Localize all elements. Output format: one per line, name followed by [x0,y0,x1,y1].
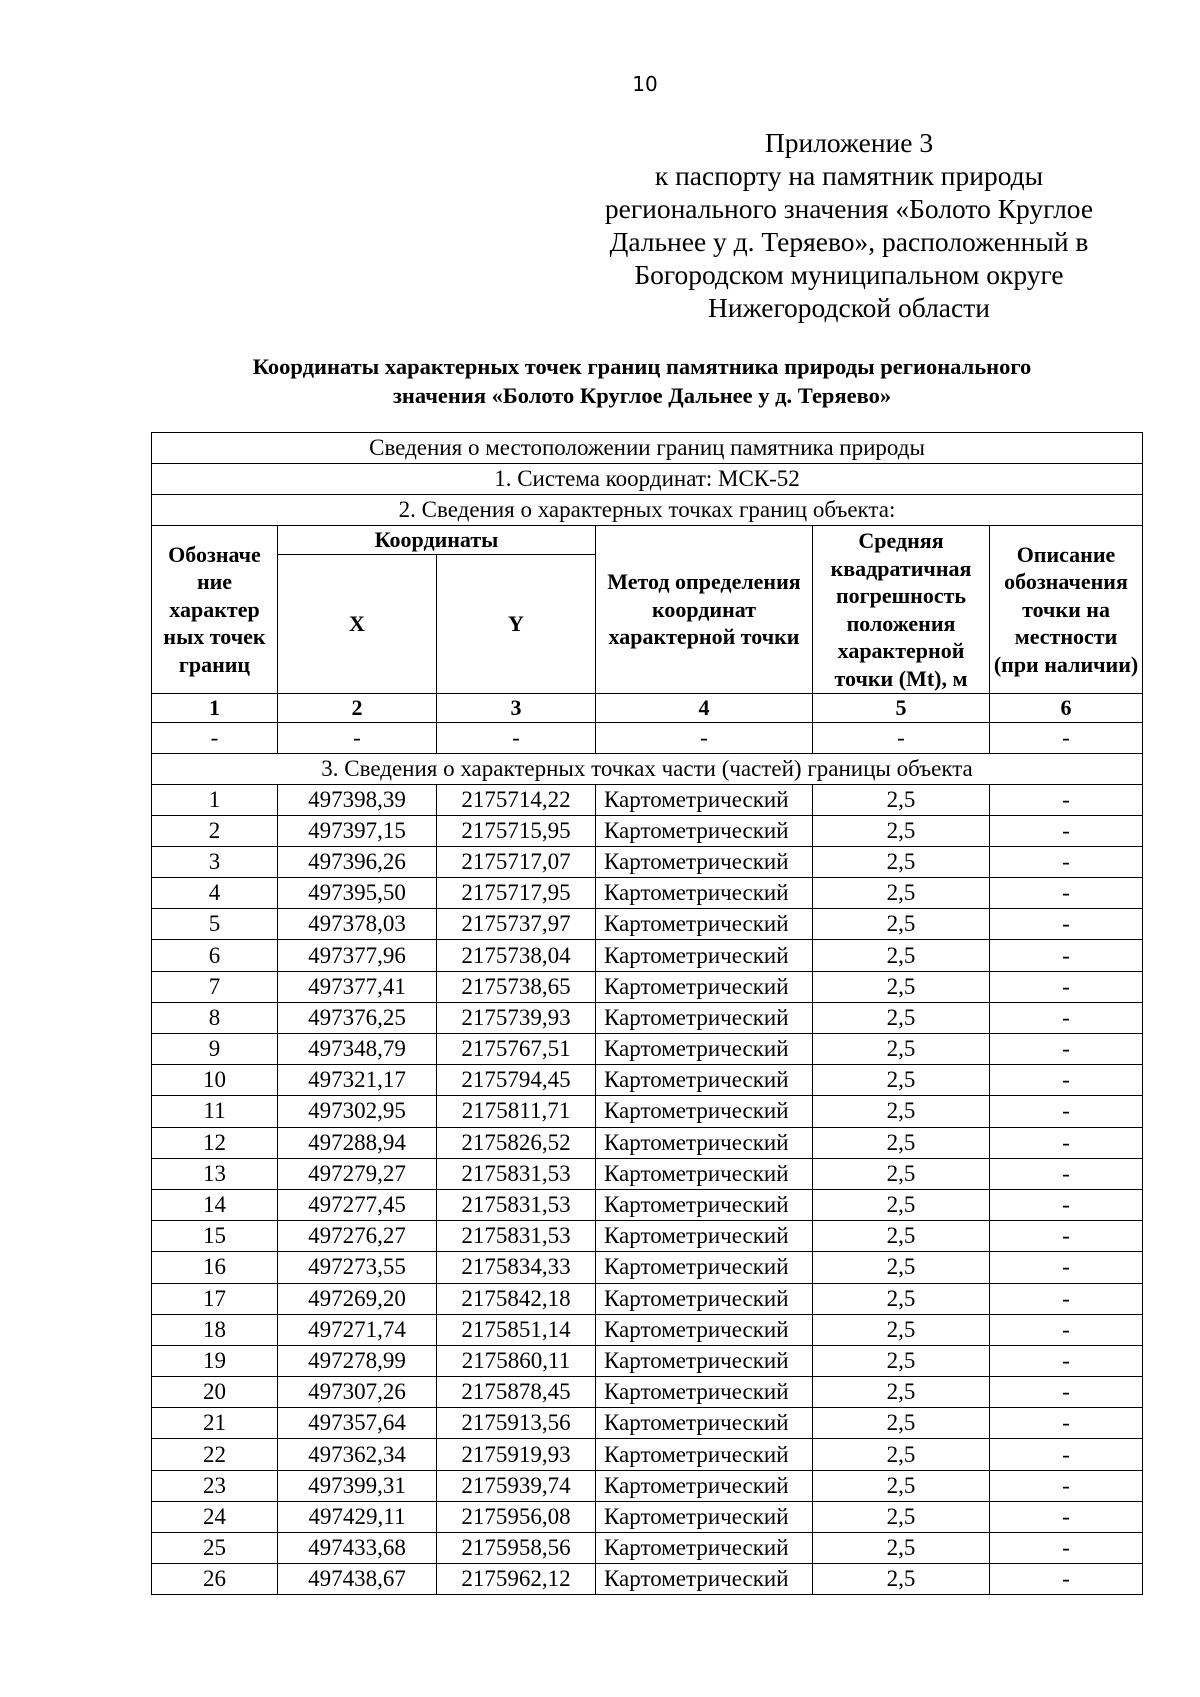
error-cell: 2,5 [813,846,990,877]
method-cell: Картометрический [596,1002,813,1033]
point-number-cell: 20 [152,1377,278,1408]
y-coordinate-cell: 2175826,52 [437,1127,596,1158]
header-designation: Обозначе ние характер ных точек границ [152,526,278,694]
point-number-cell: 21 [152,1408,278,1439]
description-cell: - [990,1439,1143,1470]
point-number-cell: 15 [152,1221,278,1252]
x-coordinate-cell: 497278,99 [278,1345,437,1376]
description-cell: - [990,1127,1143,1158]
x-coordinate-cell: 497276,27 [278,1221,437,1252]
document-title-line-1: Координаты характерных точек границ памятника природы регионального [252,354,1032,379]
table-row [152,1564,1143,1595]
method-cell: Картометрический [596,1439,813,1470]
x-coordinate-cell: 497399,31 [278,1470,437,1501]
point-number-cell: 16 [152,1252,278,1283]
error-cell: 2,5 [813,1408,990,1439]
x-coordinate-cell: 497433,68 [278,1533,437,1564]
error-cell: 2,5 [813,1065,990,1096]
method-cell: Картометрический [596,1314,813,1345]
error-cell: 2,5 [813,1377,990,1408]
appendix-line: Приложение 3 [764,127,934,158]
description-cell: - [990,1533,1143,1564]
coordinate-system-row: 1. Система координат: МСК-52 [152,464,1143,495]
method-cell: Картометрический [596,1158,813,1189]
table-row [152,1221,1143,1252]
point-number-cell: 3 [152,846,278,877]
header-error: Средняя квадратичная погрешность положения характерной точки (Mt), м [813,526,990,694]
header-description: Описание обозначения точки на местности (при наличии) [990,526,1143,694]
method-cell: Картометрический [596,1470,813,1501]
table-row [152,940,1143,971]
point-number-cell: 22 [152,1439,278,1470]
error-cell: 2,5 [813,1158,990,1189]
description-cell: - [990,1096,1143,1127]
appendix-line: Дальнее у д. Теряево», расположенный в [609,226,1089,257]
error-cell: 2,5 [813,1283,990,1314]
method-cell: Картометрический [596,1096,813,1127]
empty-row [152,722,1143,753]
x-coordinate-cell: 497429,11 [278,1501,437,1532]
method-cell: Картометрический [596,971,813,1002]
description-cell: - [990,1501,1143,1532]
empty-cell: - [596,722,813,753]
column-number: 4 [596,694,813,723]
point-number-cell: 7 [152,971,278,1002]
y-coordinate-cell: 2175860,11 [437,1345,596,1376]
x-coordinate-cell: 497269,20 [278,1283,437,1314]
y-coordinate-cell: 2175767,51 [437,1034,596,1065]
y-coordinate-cell: 2175714,22 [437,784,596,815]
description-cell: - [990,1158,1143,1189]
point-number-cell: 23 [152,1470,278,1501]
table-row [152,1314,1143,1345]
point-number-cell: 25 [152,1533,278,1564]
appendix-block [556,126,1142,324]
description-cell: - [990,1034,1143,1065]
point-number-cell: 19 [152,1345,278,1376]
method-cell: Картометрический [596,1533,813,1564]
point-number-cell: 11 [152,1096,278,1127]
error-cell: 2,5 [813,1533,990,1564]
y-coordinate-cell: 2175738,65 [437,971,596,1002]
description-cell: - [990,1002,1143,1033]
x-coordinate-cell: 497321,17 [278,1065,437,1096]
method-cell: Картометрический [596,1283,813,1314]
error-cell: 2,5 [813,1127,990,1158]
empty-cell: - [990,722,1143,753]
appendix-line: Нижегородской области [708,292,990,323]
description-cell: - [990,1408,1143,1439]
table-row [152,846,1143,877]
x-coordinate-cell: 497307,26 [278,1377,437,1408]
error-cell: 2,5 [813,1564,990,1595]
header-x: X [278,555,437,694]
y-coordinate-cell: 2175878,45 [437,1377,596,1408]
error-cell: 2,5 [813,784,990,815]
y-coordinate-cell: 2175962,12 [437,1564,596,1595]
method-cell: Картометрический [596,1408,813,1439]
table-row [152,1127,1143,1158]
error-cell: 2,5 [813,1345,990,1376]
point-number-cell: 12 [152,1127,278,1158]
y-coordinate-cell: 2175738,04 [437,940,596,971]
point-number-cell: 18 [152,1314,278,1345]
point-number-cell: 17 [152,1283,278,1314]
description-cell: - [990,815,1143,846]
point-number-cell: 26 [152,1564,278,1595]
table-row [152,1439,1143,1470]
table-row [152,1065,1143,1096]
description-cell: - [990,1252,1143,1283]
table-row [152,1470,1143,1501]
x-coordinate-cell: 497378,03 [278,909,437,940]
x-coordinate-cell: 497357,64 [278,1408,437,1439]
y-coordinate-cell: 2175715,95 [437,815,596,846]
error-cell: 2,5 [813,1096,990,1127]
point-number-cell: 2 [152,815,278,846]
description-cell: - [990,1377,1143,1408]
table-row [152,1501,1143,1532]
x-coordinate-cell: 497398,39 [278,784,437,815]
error-cell: 2,5 [813,815,990,846]
x-coordinate-cell: 497438,67 [278,1564,437,1595]
point-number-cell: 4 [152,878,278,909]
description-cell: - [990,1221,1143,1252]
method-cell: Картометрический [596,815,813,846]
table-row [152,971,1143,1002]
y-coordinate-cell: 2175939,74 [437,1470,596,1501]
x-coordinate-cell: 497302,95 [278,1096,437,1127]
x-coordinate-cell: 497288,94 [278,1127,437,1158]
x-coordinate-cell: 497273,55 [278,1252,437,1283]
column-number: 3 [437,694,596,723]
error-cell: 2,5 [813,909,990,940]
description-cell: - [990,1314,1143,1345]
document-title [140,352,1144,410]
table-row [152,878,1143,909]
x-coordinate-cell: 497348,79 [278,1034,437,1065]
error-cell: 2,5 [813,1501,990,1532]
table-row [152,1034,1143,1065]
part-points-section-row: 3. Сведения о характерных точках части (частей) границы объекта [152,753,1143,784]
table-row [152,1252,1143,1283]
error-cell: 2,5 [813,1002,990,1033]
method-cell: Картометрический [596,1501,813,1532]
column-number: 5 [813,694,990,723]
table-row [152,1283,1143,1314]
description-cell: - [990,784,1143,815]
point-number-cell: 6 [152,940,278,971]
appendix-line: к паспорту на памятник природы [654,160,1044,191]
method-cell: Картометрический [596,1034,813,1065]
point-number-cell: 9 [152,1034,278,1065]
error-cell: 2,5 [813,1189,990,1220]
y-coordinate-cell: 2175831,53 [437,1221,596,1252]
table-row [152,1189,1143,1220]
description-cell: - [990,1564,1143,1595]
y-coordinate-cell: 2175956,08 [437,1501,596,1532]
table-row [152,909,1143,940]
x-coordinate-cell: 497397,15 [278,815,437,846]
column-number: 6 [990,694,1143,723]
table-row [152,1377,1143,1408]
method-cell: Картометрический [596,784,813,815]
y-coordinate-cell: 2175958,56 [437,1533,596,1564]
method-cell: Картометрический [596,940,813,971]
description-cell: - [990,1283,1143,1314]
header-method: Метод определения координат характерной точки [596,526,813,694]
table-row [152,1408,1143,1439]
x-coordinate-cell: 497395,50 [278,878,437,909]
description-cell: - [990,1189,1143,1220]
coordinates-table [151,432,1143,1595]
description-cell: - [990,1345,1143,1376]
table-row [152,1345,1143,1376]
y-coordinate-cell: 2175811,71 [437,1096,596,1127]
point-number-cell: 24 [152,1501,278,1532]
error-cell: 2,5 [813,1314,990,1345]
method-cell: Картометрический [596,1127,813,1158]
error-cell: 2,5 [813,1439,990,1470]
description-cell: - [990,971,1143,1002]
error-cell: 2,5 [813,1470,990,1501]
table-row [152,815,1143,846]
x-coordinate-cell: 497279,27 [278,1158,437,1189]
empty-cell: - [278,722,437,753]
point-number-cell: 14 [152,1189,278,1220]
table-caption: Сведения о местоположении границ памятника природы [152,433,1143,464]
header-coordinates: Координаты [278,526,596,555]
point-number-cell: 8 [152,1002,278,1033]
method-cell: Картометрический [596,1065,813,1096]
description-cell: - [990,1470,1143,1501]
description-cell: - [990,909,1143,940]
method-cell: Картометрический [596,1221,813,1252]
x-coordinate-cell: 497362,34 [278,1439,437,1470]
point-number-cell: 10 [152,1065,278,1096]
empty-cell: - [813,722,990,753]
error-cell: 2,5 [813,940,990,971]
description-cell: - [990,878,1143,909]
appendix-line: Богородском муниципальном округе [634,259,1064,290]
method-cell: Картометрический [596,1564,813,1595]
table-row [152,1002,1143,1033]
description-cell: - [990,1065,1143,1096]
method-cell: Картометрический [596,1189,813,1220]
description-cell: - [990,940,1143,971]
method-cell: Картометрический [596,1252,813,1283]
x-coordinate-cell: 497376,25 [278,1002,437,1033]
point-number-cell: 13 [152,1158,278,1189]
x-coordinate-cell: 497377,96 [278,940,437,971]
table-row [152,784,1143,815]
method-cell: Картометрический [596,909,813,940]
point-number-cell: 5 [152,909,278,940]
description-cell: - [990,846,1143,877]
error-cell: 2,5 [813,1252,990,1283]
y-coordinate-cell: 2175831,53 [437,1158,596,1189]
empty-cell: - [437,722,596,753]
x-coordinate-cell: 497396,26 [278,846,437,877]
column-number: 2 [278,694,437,723]
y-coordinate-cell: 2175834,33 [437,1252,596,1283]
header-y: Y [437,555,596,694]
y-coordinate-cell: 2175842,18 [437,1283,596,1314]
y-coordinate-cell: 2175717,07 [437,846,596,877]
y-coordinate-cell: 2175737,97 [437,909,596,940]
table-row [152,1096,1143,1127]
x-coordinate-cell: 497271,74 [278,1314,437,1345]
y-coordinate-cell: 2175739,93 [437,1002,596,1033]
method-cell: Картометрический [596,846,813,877]
document-title-line-2: значения «Болото Круглое Дальнее у д. Теряево» [392,383,892,408]
method-cell: Картометрический [596,878,813,909]
appendix-line: регионального значения «Болото Круглое [604,193,1094,224]
y-coordinate-cell: 2175913,56 [437,1408,596,1439]
x-coordinate-cell: 497277,45 [278,1189,437,1220]
y-coordinate-cell: 2175831,53 [437,1189,596,1220]
error-cell: 2,5 [813,1034,990,1065]
error-cell: 2,5 [813,1221,990,1252]
empty-cell: - [152,722,278,753]
y-coordinate-cell: 2175851,14 [437,1314,596,1345]
y-coordinate-cell: 2175919,93 [437,1439,596,1470]
y-coordinate-cell: 2175794,45 [437,1065,596,1096]
y-coordinate-cell: 2175717,95 [437,878,596,909]
point-number-cell: 1 [152,784,278,815]
object-points-section-row: 2. Сведения о характерных точках границ объекта: [152,495,1143,526]
error-cell: 2,5 [813,971,990,1002]
table-row [152,1158,1143,1189]
error-cell: 2,5 [813,878,990,909]
x-coordinate-cell: 497377,41 [278,971,437,1002]
table-row [152,1533,1143,1564]
column-number: 1 [152,694,278,723]
method-cell: Картометрический [596,1345,813,1376]
page-number: 10 [632,72,658,96]
method-cell: Картометрический [596,1377,813,1408]
